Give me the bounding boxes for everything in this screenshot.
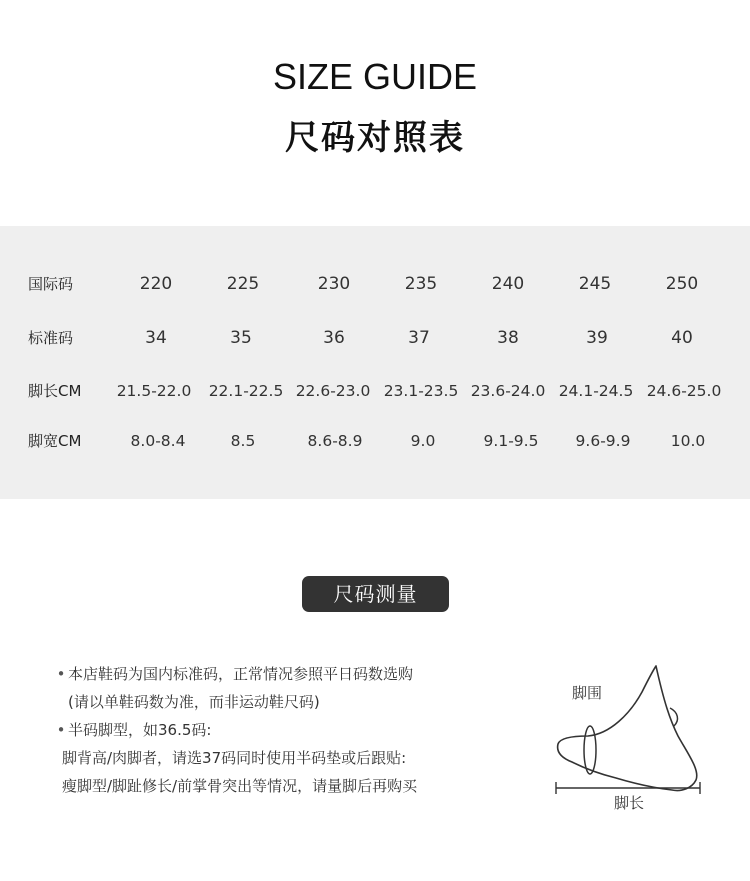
table-cell: 240 — [491, 274, 525, 294]
table-cell: 230 — [317, 274, 351, 294]
table-cell: 225 — [226, 274, 260, 294]
table-cell: 245 — [578, 274, 612, 294]
table-cell: 9.6-9.9 — [575, 432, 631, 450]
list-item — [56, 716, 526, 744]
table-cell: 24.1-24.5 — [558, 382, 634, 400]
table-row — [0, 376, 750, 406]
table-cell: 10.0 — [670, 432, 706, 450]
notes-list — [56, 660, 526, 800]
table-cell: 36 — [323, 328, 345, 348]
note-text: (请以单鞋码数为准，而非运动鞋尺码) — [68, 693, 320, 711]
list-item — [56, 772, 526, 800]
table-cell: 35 — [230, 328, 252, 348]
table-row — [0, 269, 750, 299]
table-cell: 8.5 — [230, 432, 256, 450]
measure-section-title: 尺码测量 — [302, 576, 449, 612]
table-cell: 235 — [404, 274, 438, 294]
size-table — [0, 226, 750, 499]
title-zh: 尺码对照表 — [285, 118, 465, 158]
row-label: 脚长CM — [28, 382, 82, 400]
table-cell: 220 — [139, 274, 173, 294]
table-cell: 8.0-8.4 — [130, 432, 186, 450]
table-cell: 39 — [586, 328, 608, 348]
table-cell: 34 — [145, 328, 167, 348]
table-cell: 8.6-8.9 — [307, 432, 363, 450]
table-cell: 9.1-9.5 — [483, 432, 539, 450]
list-item — [56, 660, 526, 688]
bullet: • — [56, 665, 66, 683]
table-cell: 250 — [665, 274, 699, 294]
table-cell: 22.6-23.0 — [295, 382, 371, 400]
table-cell: 24.6-25.0 — [646, 382, 722, 400]
foot-measure-diagram — [552, 662, 712, 822]
row-label: 脚宽CM — [28, 432, 82, 450]
row-label: 国际码 — [28, 275, 74, 293]
table-cell: 21.5-22.0 — [116, 382, 192, 400]
table-cell: 9.0 — [410, 432, 436, 450]
note-text: 半码脚型，如36.5码: — [68, 721, 212, 739]
table-row — [0, 426, 750, 456]
girth-label: 脚围 — [572, 684, 603, 702]
list-item — [56, 688, 526, 716]
table-cell: 23.6-24.0 — [470, 382, 546, 400]
length-label: 脚长 — [614, 794, 645, 812]
table-row — [0, 323, 750, 353]
note-text: 瘦脚型/脚趾修长/前掌骨突出等情况，请量脚后再购买 — [62, 777, 418, 795]
row-label: 标准码 — [28, 329, 74, 347]
table-cell: 37 — [408, 328, 430, 348]
note-text: 本店鞋码为国内标准码，正常情况参照平日码数选购 — [68, 665, 414, 683]
table-cell: 22.1-22.5 — [208, 382, 284, 400]
table-cell: 38 — [497, 328, 519, 348]
title-en: SIZE GUIDE — [272, 56, 478, 97]
bullet: • — [56, 721, 66, 739]
list-item — [56, 744, 526, 772]
table-cell: 23.1-23.5 — [383, 382, 459, 400]
table-cell: 40 — [671, 328, 693, 348]
note-text: 脚背高/肉脚者，请选37码同时使用半码垫或后跟贴: — [62, 749, 407, 767]
